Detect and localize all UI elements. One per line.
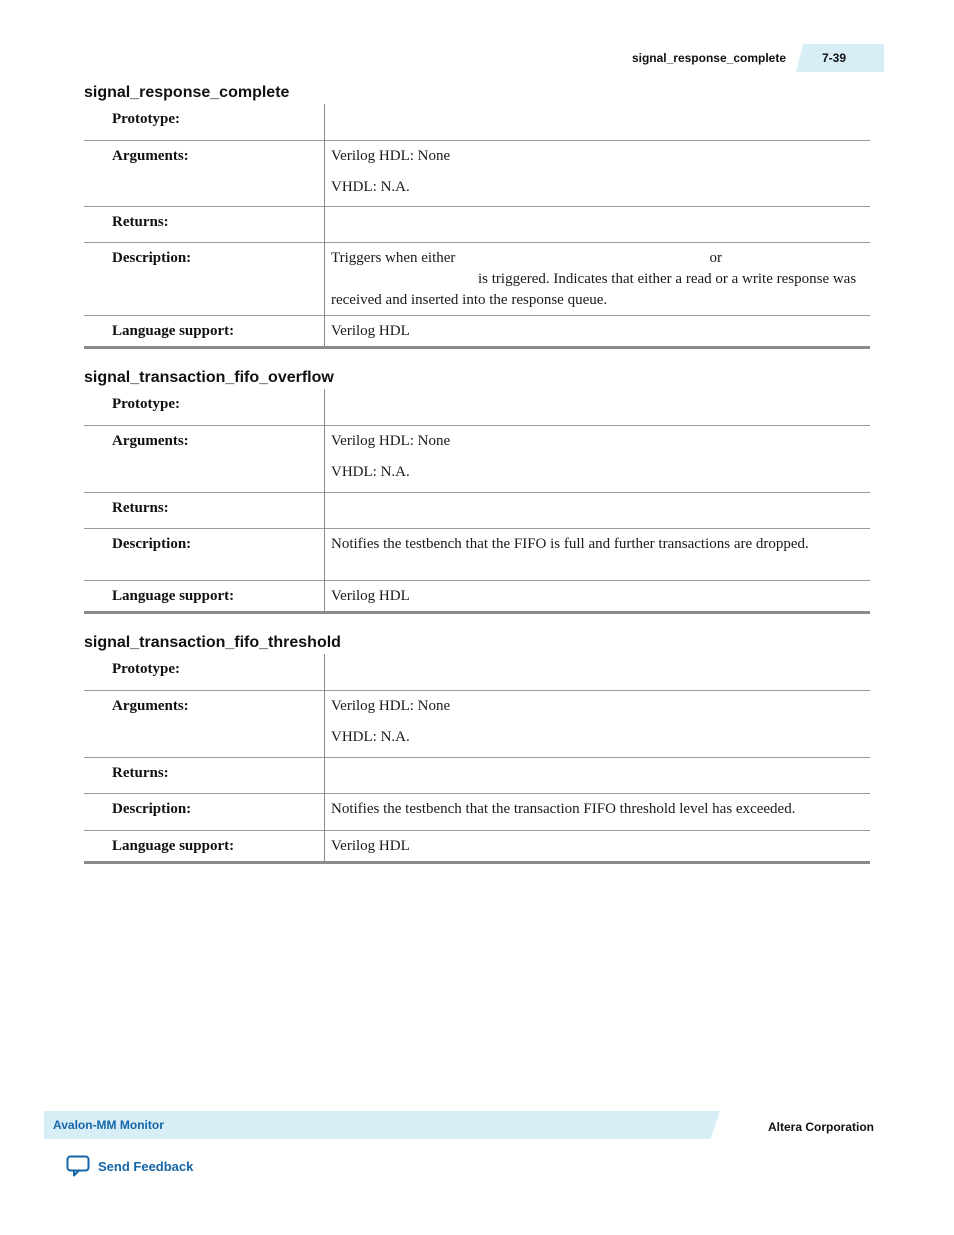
argument-vhdl: VHDL: N.A. <box>331 463 410 480</box>
description-text: is triggered. Indicates that either a read or a write response was received and inserted into the response queue. <box>331 270 857 308</box>
row-arguments <box>84 425 870 492</box>
speech-bubble-icon <box>66 1155 90 1177</box>
label-arguments: Arguments: <box>84 140 325 206</box>
value-language-support: Verilog HDL <box>331 587 410 604</box>
argument-vhdl: VHDL: N.A. <box>331 728 410 745</box>
label-returns: Returns: <box>84 206 325 242</box>
send-feedback-link[interactable] <box>66 1155 193 1177</box>
label-arguments: Arguments: <box>84 425 325 492</box>
value-language-support: Verilog HDL <box>331 322 410 339</box>
api-table <box>84 389 870 614</box>
value-description: Notifies the testbench that the FIFO is full and further transactions are dropped. <box>331 535 809 552</box>
row-returns <box>84 757 870 793</box>
label-description: Description: <box>84 528 325 580</box>
value-prototype <box>325 389 871 425</box>
footer-chapter-title: Avalon-MM Monitor <box>53 1118 164 1132</box>
label-description: Description: <box>84 793 325 830</box>
argument-verilog: Verilog HDL: None <box>331 432 451 449</box>
section-title: signal_transaction_fifo_overflow <box>84 369 334 386</box>
value-prototype <box>325 104 871 140</box>
row-prototype <box>84 104 870 140</box>
value-returns <box>325 757 871 793</box>
row-language-support <box>84 580 870 612</box>
label-prototype: Prototype: <box>84 389 325 425</box>
label-language-support: Language support: <box>84 830 325 862</box>
argument-verilog: Verilog HDL: None <box>331 697 451 714</box>
argument-verilog: Verilog HDL: None <box>331 147 451 164</box>
value-arguments <box>325 425 871 492</box>
row-arguments <box>84 140 870 206</box>
row-language-support <box>84 315 870 347</box>
value-arguments <box>325 690 871 757</box>
section-signal-transaction-fifo-overflow <box>84 367 870 614</box>
row-returns <box>84 492 870 528</box>
description-text: or <box>709 249 722 266</box>
argument-vhdl: VHDL: N.A. <box>331 178 410 195</box>
api-table <box>84 104 870 349</box>
value-description: Notifies the testbench that the transaction FIFO threshold level has exceeded. <box>331 800 796 817</box>
running-header-title: signal_response_complete <box>631 51 786 65</box>
row-language-support <box>84 830 870 862</box>
value-description <box>325 242 871 315</box>
label-returns: Returns: <box>84 757 325 793</box>
value-prototype <box>325 654 871 690</box>
section-signal-response-complete <box>84 82 870 349</box>
footer-company: Altera Corporation <box>767 1120 874 1134</box>
row-description <box>84 793 870 830</box>
row-prototype <box>84 389 870 425</box>
label-prototype: Prototype: <box>84 104 325 140</box>
section-signal-transaction-fifo-threshold <box>84 632 870 864</box>
label-description: Description: <box>84 242 325 315</box>
value-returns <box>325 206 871 242</box>
section-title: signal_response_complete <box>84 84 290 101</box>
row-description <box>84 528 870 580</box>
api-table <box>84 654 870 864</box>
row-returns <box>84 206 870 242</box>
section-title: signal_transaction_fifo_threshold <box>84 634 341 651</box>
label-returns: Returns: <box>84 492 325 528</box>
value-language-support: Verilog HDL <box>331 837 410 854</box>
value-returns <box>325 492 871 528</box>
row-arguments <box>84 690 870 757</box>
label-arguments: Arguments: <box>84 690 325 757</box>
description-text: Triggers when either <box>331 249 456 266</box>
value-arguments <box>325 140 871 206</box>
send-feedback-label: Send Feedback <box>98 1158 194 1174</box>
label-language-support: Language support: <box>84 580 325 612</box>
row-description <box>84 242 870 315</box>
page-number: 7-39 <box>822 51 847 65</box>
row-prototype <box>84 654 870 690</box>
label-prototype: Prototype: <box>84 654 325 690</box>
label-language-support: Language support: <box>84 315 325 347</box>
